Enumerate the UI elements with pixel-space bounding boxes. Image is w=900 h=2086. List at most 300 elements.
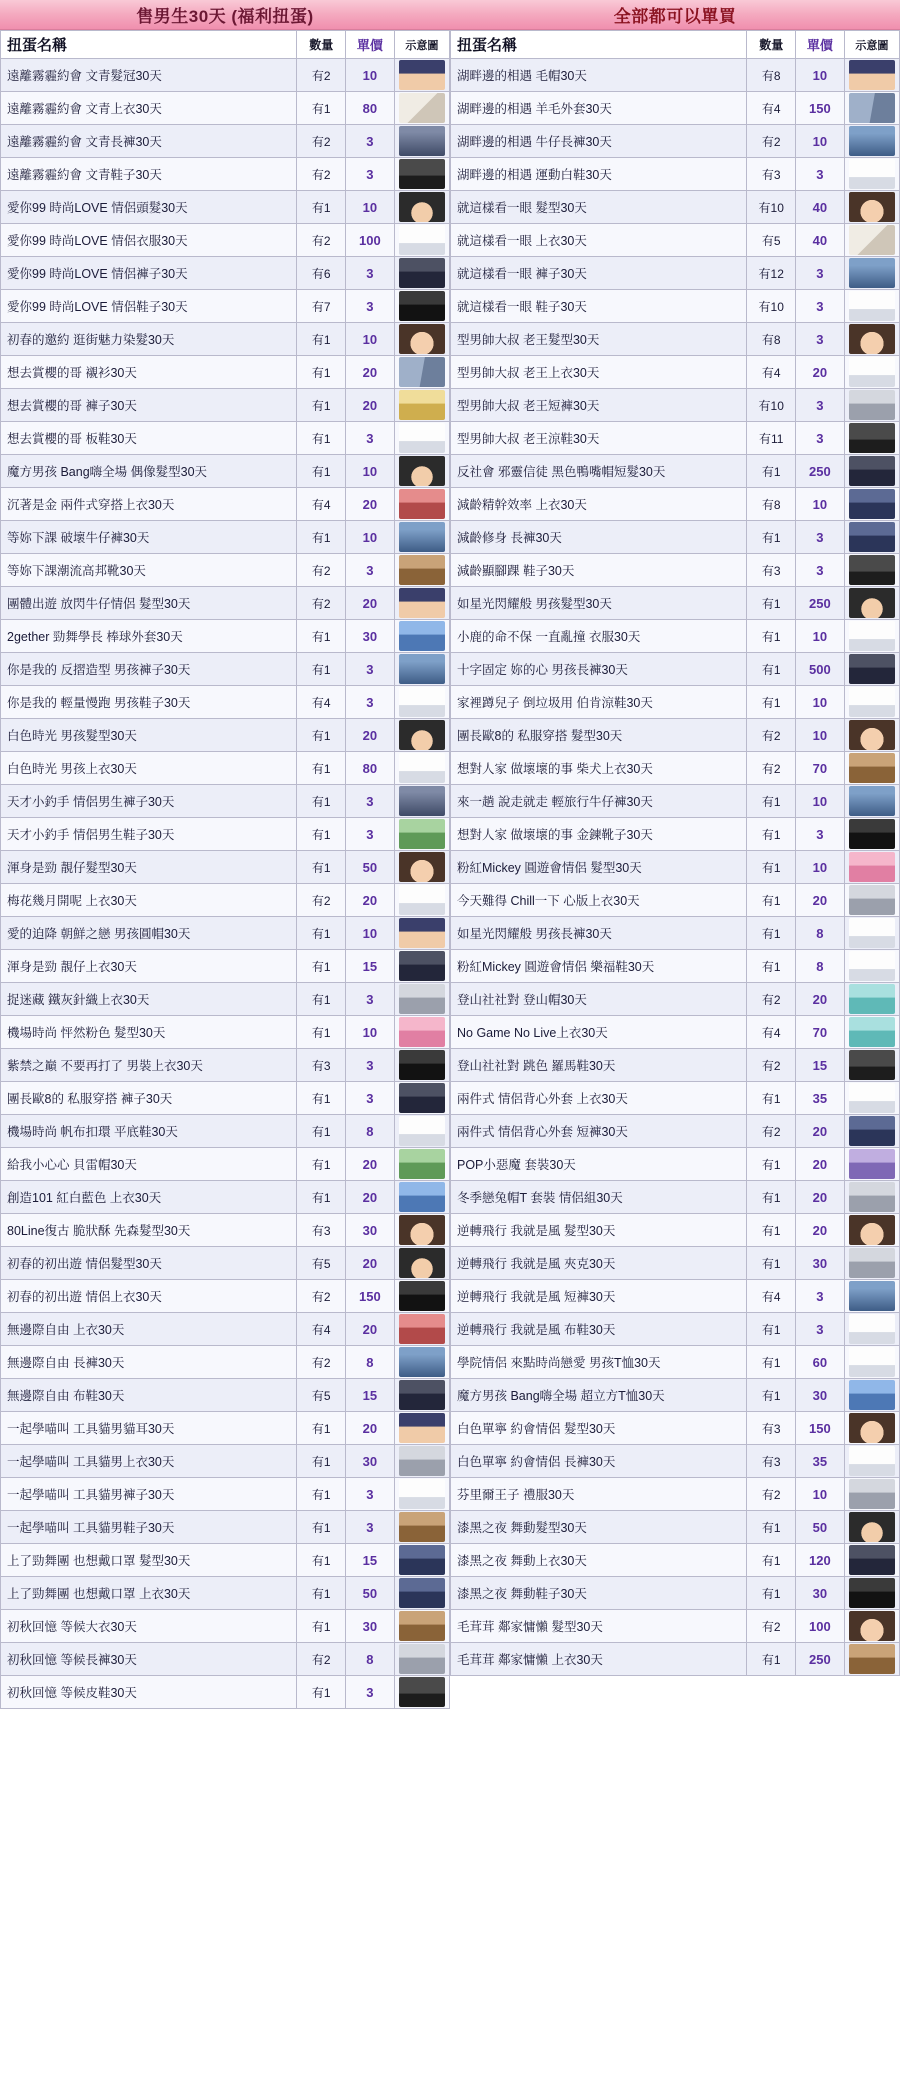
item-preview-icon	[849, 258, 895, 288]
item-preview-icon	[849, 1116, 895, 1146]
table-row	[1, 1544, 450, 1577]
item-preview-icon	[399, 1182, 445, 1212]
item-quantity: 有1	[297, 1016, 346, 1049]
item-quantity: 有2	[297, 1643, 346, 1676]
item-thumbnail-cell	[394, 521, 449, 554]
item-name: 天才小釣手 情侶男生褲子30天	[1, 785, 297, 818]
item-name: 毛茸茸 鄰家慵懶 上衣30天	[451, 1643, 747, 1676]
item-quantity: 有8	[747, 488, 796, 521]
item-thumbnail-cell	[394, 884, 449, 917]
table-row	[1, 785, 450, 818]
item-thumbnail-cell	[394, 1148, 449, 1181]
item-name: 如星光閃耀般 男孩長褲30天	[451, 917, 747, 950]
item-preview-icon	[399, 1413, 445, 1443]
item-thumbnail-cell	[844, 686, 899, 719]
item-thumbnail-cell	[844, 587, 899, 620]
table-row	[451, 1247, 900, 1280]
item-thumbnail-cell	[844, 1478, 899, 1511]
item-name: 漆黑之夜 舞動髮型30天	[451, 1511, 747, 1544]
item-quantity: 有10	[747, 389, 796, 422]
item-thumbnail-cell	[394, 1313, 449, 1346]
item-quantity: 有4	[297, 1313, 346, 1346]
item-price: 10	[796, 1478, 845, 1511]
item-preview-icon	[849, 324, 895, 354]
item-preview-icon	[399, 159, 445, 189]
item-name: 一起學喵叫 工具貓男鞋子30天	[1, 1511, 297, 1544]
item-preview-icon	[849, 1644, 895, 1674]
item-preview-icon	[399, 522, 445, 552]
item-quantity: 有2	[747, 719, 796, 752]
item-preview-icon	[849, 852, 895, 882]
table-row	[1, 422, 450, 455]
item-thumbnail-cell	[844, 92, 899, 125]
table-row	[1, 389, 450, 422]
table-row	[1, 257, 450, 290]
table-row	[451, 125, 900, 158]
item-preview-icon	[849, 192, 895, 222]
item-quantity: 有4	[747, 92, 796, 125]
table-header-row	[451, 31, 900, 59]
item-quantity: 有1	[297, 1577, 346, 1610]
table-row	[451, 1412, 900, 1445]
item-thumbnail-cell	[844, 1049, 899, 1082]
item-quantity: 有1	[747, 851, 796, 884]
item-thumbnail-cell	[394, 455, 449, 488]
item-preview-icon	[849, 126, 895, 156]
item-thumbnail-cell	[394, 290, 449, 323]
right-table	[450, 30, 900, 1676]
table-columns	[0, 30, 900, 1709]
item-quantity: 有1	[297, 1544, 346, 1577]
item-quantity: 有1	[747, 884, 796, 917]
item-name: 芬里爾王子 禮服30天	[451, 1478, 747, 1511]
table-row	[1, 851, 450, 884]
table-row	[451, 323, 900, 356]
item-thumbnail-cell	[394, 1049, 449, 1082]
item-preview-icon	[849, 687, 895, 717]
item-preview-icon	[849, 588, 895, 618]
item-price: 3	[346, 1049, 395, 1082]
item-quantity: 有1	[747, 521, 796, 554]
item-name: 無邊際自由 上衣30天	[1, 1313, 297, 1346]
item-preview-icon	[849, 1347, 895, 1377]
item-price: 20	[796, 884, 845, 917]
item-thumbnail-cell	[844, 1016, 899, 1049]
table-row	[451, 851, 900, 884]
item-name: 團長歐8的 私服穿搭 髮型30天	[451, 719, 747, 752]
item-preview-icon	[399, 324, 445, 354]
table-row	[451, 587, 900, 620]
item-preview-icon	[849, 1314, 895, 1344]
item-preview-icon	[399, 60, 445, 90]
item-price: 20	[346, 1412, 395, 1445]
item-preview-icon	[399, 1248, 445, 1278]
item-price: 20	[346, 1148, 395, 1181]
item-quantity: 有1	[297, 851, 346, 884]
item-price: 20	[346, 884, 395, 917]
item-preview-icon	[399, 720, 445, 750]
table-row	[1, 752, 450, 785]
item-price: 20	[346, 1247, 395, 1280]
table-row	[451, 1445, 900, 1478]
item-preview-icon	[849, 753, 895, 783]
item-quantity: 有1	[747, 620, 796, 653]
item-price: 10	[796, 719, 845, 752]
item-thumbnail-cell	[394, 818, 449, 851]
item-price: 10	[796, 125, 845, 158]
item-quantity: 有1	[297, 1181, 346, 1214]
item-preview-icon	[399, 852, 445, 882]
item-quantity: 有2	[747, 983, 796, 1016]
item-thumbnail-cell	[844, 1115, 899, 1148]
item-preview-icon	[399, 1083, 445, 1113]
item-name: 型男帥大叔 老王髮型30天	[451, 323, 747, 356]
item-price: 15	[796, 1049, 845, 1082]
item-quantity: 有5	[747, 224, 796, 257]
item-quantity: 有8	[747, 323, 796, 356]
item-name: 一起學喵叫 工具貓男貓耳30天	[1, 1412, 297, 1445]
item-preview-icon	[399, 753, 445, 783]
item-quantity: 有1	[297, 719, 346, 752]
item-preview-icon	[849, 489, 895, 519]
item-thumbnail-cell	[394, 1082, 449, 1115]
item-quantity: 有5	[297, 1379, 346, 1412]
table-row	[1, 917, 450, 950]
item-price: 3	[796, 158, 845, 191]
item-price: 3	[796, 323, 845, 356]
item-price: 20	[796, 1214, 845, 1247]
item-quantity: 有6	[297, 257, 346, 290]
table-row	[1, 323, 450, 356]
item-thumbnail-cell	[844, 1346, 899, 1379]
item-name: 湖畔邊的相遇 毛帽30天	[451, 59, 747, 92]
table-row	[1, 818, 450, 851]
item-preview-icon	[399, 357, 445, 387]
item-quantity: 有1	[297, 92, 346, 125]
item-preview-icon	[399, 1611, 445, 1641]
item-preview-icon	[849, 1446, 895, 1476]
item-quantity: 有2	[297, 158, 346, 191]
item-preview-icon	[399, 1446, 445, 1476]
item-name: 魔方男孩 Bang嗨全場 偶像髮型30天	[1, 455, 297, 488]
item-thumbnail-cell	[394, 422, 449, 455]
item-price: 30	[796, 1577, 845, 1610]
item-preview-icon	[399, 984, 445, 1014]
item-preview-icon	[399, 918, 445, 948]
item-name: 湖畔邊的相遇 牛仔長褲30天	[451, 125, 747, 158]
item-name: 就這樣看一眼 髮型30天	[451, 191, 747, 224]
item-thumbnail-cell	[394, 389, 449, 422]
item-name: 學院情侶 來點時尚戀愛 男孩T恤30天	[451, 1346, 747, 1379]
table-row	[451, 290, 900, 323]
item-preview-icon	[849, 786, 895, 816]
item-name: 今天難得 Chill一下 心版上衣30天	[451, 884, 747, 917]
table-row	[451, 191, 900, 224]
item-thumbnail-cell	[844, 983, 899, 1016]
item-name: 型男帥大叔 老王上衣30天	[451, 356, 747, 389]
header-name: 扭蛋名稱	[451, 31, 747, 59]
item-price: 3	[346, 1676, 395, 1709]
item-quantity: 有1	[747, 950, 796, 983]
table-row	[1, 158, 450, 191]
item-quantity: 有1	[747, 455, 796, 488]
item-quantity: 有1	[297, 1445, 346, 1478]
table-row	[1, 554, 450, 587]
item-name: 登山社社對 跳色 羅馬鞋30天	[451, 1049, 747, 1082]
item-quantity: 有1	[747, 1181, 796, 1214]
item-price: 150	[796, 1412, 845, 1445]
left-table	[0, 30, 450, 1709]
item-quantity: 有1	[747, 1511, 796, 1544]
table-row	[451, 1313, 900, 1346]
table-row	[451, 818, 900, 851]
item-price: 10	[346, 191, 395, 224]
item-quantity: 有1	[747, 1643, 796, 1676]
item-preview-icon	[849, 1479, 895, 1509]
item-preview-icon	[399, 423, 445, 453]
item-price: 10	[796, 488, 845, 521]
item-quantity: 有12	[747, 257, 796, 290]
banner	[0, 0, 900, 30]
table-row	[1, 686, 450, 719]
item-price: 30	[796, 1247, 845, 1280]
item-quantity: 有2	[297, 884, 346, 917]
item-thumbnail-cell	[844, 1445, 899, 1478]
item-price: 15	[346, 950, 395, 983]
item-price: 500	[796, 653, 845, 686]
item-thumbnail-cell	[394, 1676, 449, 1709]
item-price: 10	[796, 785, 845, 818]
item-name: 反社會 邪靈信徒 黑色鴨嘴帽短髮30天	[451, 455, 747, 488]
item-name: 登山社社對 登山帽30天	[451, 983, 747, 1016]
table-row	[1, 1610, 450, 1643]
item-quantity: 有1	[297, 455, 346, 488]
item-quantity: 有2	[297, 1280, 346, 1313]
item-price: 3	[346, 554, 395, 587]
item-preview-icon	[399, 225, 445, 255]
table-row	[451, 653, 900, 686]
item-preview-icon	[849, 1083, 895, 1113]
item-name: 等妳下課 破壞牛仔褲30天	[1, 521, 297, 554]
table-row	[1, 125, 450, 158]
item-price: 3	[346, 1082, 395, 1115]
item-name: 逆轉飛行 我就是風 布鞋30天	[451, 1313, 747, 1346]
item-price: 3	[346, 125, 395, 158]
item-name: 家裡蹲兒子 倒垃圾用 伯肯涼鞋30天	[451, 686, 747, 719]
item-thumbnail-cell	[844, 224, 899, 257]
item-thumbnail-cell	[394, 1412, 449, 1445]
item-preview-icon	[849, 1182, 895, 1212]
item-quantity: 有1	[747, 1214, 796, 1247]
table-row	[1, 1346, 450, 1379]
item-thumbnail-cell	[844, 191, 899, 224]
item-name: 你是我的 輕量慢跑 男孩鞋子30天	[1, 686, 297, 719]
item-name: 渾身是勁 靚仔上衣30天	[1, 950, 297, 983]
item-price: 20	[346, 356, 395, 389]
item-price: 10	[796, 620, 845, 653]
item-name: 愛你99 時尚LOVE 情侶衣服30天	[1, 224, 297, 257]
item-preview-icon	[399, 1479, 445, 1509]
item-quantity: 有1	[747, 1247, 796, 1280]
table-row	[1, 521, 450, 554]
item-price: 3	[796, 257, 845, 290]
item-name: 小鹿的命不保 一直亂撞 衣服30天	[451, 620, 747, 653]
item-thumbnail-cell	[844, 620, 899, 653]
item-name: 團長歐8的 私服穿搭 褲子30天	[1, 1082, 297, 1115]
item-preview-icon	[399, 654, 445, 684]
item-name: 毛茸茸 鄰家慵懶 髮型30天	[451, 1610, 747, 1643]
item-price: 15	[346, 1544, 395, 1577]
item-name: 2gether 勁舞學長 棒球外套30天	[1, 620, 297, 653]
item-name: 白色單寧 約會情侶 長褲30天	[451, 1445, 747, 1478]
item-thumbnail-cell	[394, 323, 449, 356]
item-name: 白色時光 男孩上衣30天	[1, 752, 297, 785]
item-thumbnail-cell	[844, 1082, 899, 1115]
item-price: 50	[346, 851, 395, 884]
item-price: 20	[796, 1181, 845, 1214]
item-thumbnail-cell	[844, 290, 899, 323]
table-row	[451, 686, 900, 719]
item-quantity: 有1	[747, 1148, 796, 1181]
item-quantity: 有2	[297, 587, 346, 620]
item-thumbnail-cell	[394, 950, 449, 983]
table-row	[451, 1115, 900, 1148]
item-quantity: 有1	[297, 917, 346, 950]
item-thumbnail-cell	[394, 983, 449, 1016]
item-thumbnail-cell	[394, 752, 449, 785]
table-row	[1, 488, 450, 521]
item-price: 3	[346, 653, 395, 686]
item-thumbnail-cell	[394, 1247, 449, 1280]
item-preview-icon	[849, 720, 895, 750]
item-price: 50	[796, 1511, 845, 1544]
item-preview-icon	[399, 1050, 445, 1080]
item-preview-icon	[849, 1611, 895, 1641]
item-thumbnail-cell	[394, 1115, 449, 1148]
item-preview-icon	[849, 456, 895, 486]
item-thumbnail-cell	[394, 653, 449, 686]
item-name: 就這樣看一眼 上衣30天	[451, 224, 747, 257]
item-quantity: 有3	[747, 554, 796, 587]
item-quantity: 有1	[747, 1346, 796, 1379]
item-preview-icon	[849, 1578, 895, 1608]
item-thumbnail-cell	[394, 1181, 449, 1214]
item-name: 紫禁之巔 不要再打了 男裝上衣30天	[1, 1049, 297, 1082]
item-price: 60	[796, 1346, 845, 1379]
item-price: 3	[346, 257, 395, 290]
item-thumbnail-cell	[394, 488, 449, 521]
item-quantity: 有1	[297, 1115, 346, 1148]
item-name: 就這樣看一眼 褲子30天	[451, 257, 747, 290]
item-thumbnail-cell	[844, 1412, 899, 1445]
item-price: 3	[796, 1280, 845, 1313]
item-price: 150	[346, 1280, 395, 1313]
table-row	[1, 1445, 450, 1478]
table-row	[451, 1379, 900, 1412]
item-quantity: 有3	[747, 1412, 796, 1445]
item-name: 型男帥大叔 老王涼鞋30天	[451, 422, 747, 455]
item-price: 3	[796, 521, 845, 554]
item-thumbnail-cell	[394, 257, 449, 290]
item-name: 創造101 紅白藍色 上衣30天	[1, 1181, 297, 1214]
item-quantity: 有1	[747, 818, 796, 851]
item-price: 10	[346, 917, 395, 950]
table-row	[451, 1214, 900, 1247]
item-price: 3	[346, 1511, 395, 1544]
item-quantity: 有1	[747, 785, 796, 818]
item-price: 20	[346, 389, 395, 422]
table-row	[1, 290, 450, 323]
item-thumbnail-cell	[394, 1511, 449, 1544]
item-quantity: 有4	[747, 1280, 796, 1313]
item-price: 35	[796, 1082, 845, 1115]
item-preview-icon	[849, 918, 895, 948]
table-row	[451, 1016, 900, 1049]
item-thumbnail-cell	[844, 1247, 899, 1280]
item-name: 無邊際自由 布鞋30天	[1, 1379, 297, 1412]
item-quantity: 有1	[747, 1379, 796, 1412]
table-row	[451, 158, 900, 191]
item-name: 型男帥大叔 老王短褲30天	[451, 389, 747, 422]
item-preview-icon	[399, 1545, 445, 1575]
item-thumbnail-cell	[394, 1016, 449, 1049]
item-quantity: 有1	[747, 917, 796, 950]
item-name: 遠離霧霾約會 文青長褲30天	[1, 125, 297, 158]
item-thumbnail-cell	[844, 818, 899, 851]
item-preview-icon	[849, 390, 895, 420]
table-row	[1, 1412, 450, 1445]
table-row	[1, 455, 450, 488]
item-name: 一起學喵叫 工具貓男上衣30天	[1, 1445, 297, 1478]
item-price: 120	[796, 1544, 845, 1577]
item-name: 漆黑之夜 舞動鞋子30天	[451, 1577, 747, 1610]
item-name: 上了勁舞團 也想戴口罩 上衣30天	[1, 1577, 297, 1610]
item-thumbnail-cell	[844, 521, 899, 554]
item-price: 70	[796, 1016, 845, 1049]
header-image: 示意圖	[844, 31, 899, 59]
item-price: 70	[796, 752, 845, 785]
item-quantity: 有2	[297, 224, 346, 257]
item-quantity: 有2	[747, 1049, 796, 1082]
item-preview-icon	[849, 1413, 895, 1443]
item-preview-icon	[849, 621, 895, 651]
item-name: 愛你99 時尚LOVE 情侶褲子30天	[1, 257, 297, 290]
header-price: 單價	[346, 31, 395, 59]
item-price: 20	[796, 1115, 845, 1148]
table-row	[1, 224, 450, 257]
item-name: 初秋回憶 等候長褲30天	[1, 1643, 297, 1676]
header-qty: 數量	[297, 31, 346, 59]
item-name: 想去賞櫻的哥 板鞋30天	[1, 422, 297, 455]
table-row	[451, 1478, 900, 1511]
item-price: 3	[346, 785, 395, 818]
table-row	[1, 1643, 450, 1676]
item-preview-icon	[399, 1347, 445, 1377]
table-row	[451, 1577, 900, 1610]
table-row	[1, 950, 450, 983]
item-price: 30	[346, 1214, 395, 1247]
item-preview-icon	[849, 654, 895, 684]
item-quantity: 有3	[747, 158, 796, 191]
item-thumbnail-cell	[394, 1346, 449, 1379]
item-name: 湖畔邊的相遇 羊毛外套30天	[451, 92, 747, 125]
item-price: 3	[346, 422, 395, 455]
item-name: 渾身是勁 靚仔髮型30天	[1, 851, 297, 884]
item-quantity: 有1	[747, 1577, 796, 1610]
item-quantity: 有4	[747, 356, 796, 389]
item-thumbnail-cell	[844, 950, 899, 983]
item-quantity: 有7	[297, 290, 346, 323]
